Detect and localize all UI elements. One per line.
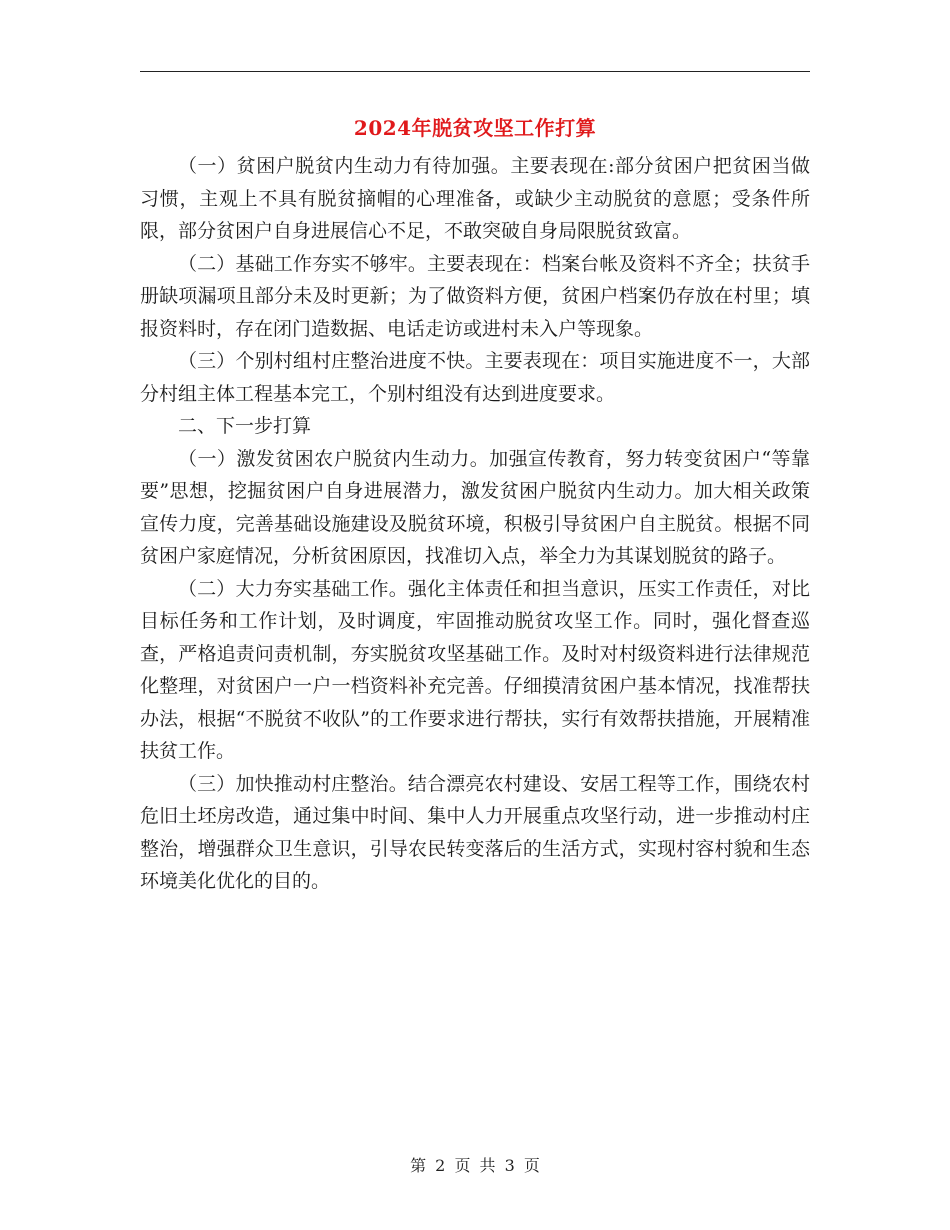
paragraph-plan-1: （一）激发贫困农户脱贫内生动力。加强宣传教育，努力转变贫困户“等靠要”思想，挖掘贫困户自身进展潜力，激发贫困户脱贫内生动力。加大相关政策宣传力度，完善基础设施建设及脱贫环境，积极引导贫困户自主脱贫。根据不同贫困户家庭情况，分析贫困原因，找准切入点，举全力为其谋划脱贫的路子。 [140,447,810,567]
paragraph-issue-2: （二）基础工作夯实不够牢。主要表现在：档案台帐及资料不齐全；扶贫手册缺项漏项且部分未及时更新；为了做资料方便，贫困户档案仍存放在村里；填报资料时，存在闭门造数据、电话走访或进村未入户等现象。 [140,252,810,340]
paragraph-plan-2: （二）大力夯实基础工作。强化主体责任和担当意识，压实工作责任，对比目标任务和工作计划，及时调度，牢固推动脱贫攻坚工作。同时，强化督查巡查，严格追责问责机制，夯实脱贫攻坚基础工作。及时对村级资料进行法律规范化整理，对贫困户一户一档资料补充完善。仔细摸清贫困户基本情况，找准帮扶办法，根据“不脱贫不收队”的工作要求进行帮扶，实行有效帮扶措施，开展精准扶贫工作。 [140,577,810,762]
paragraph-issue-3: （三）个别村组村庄整治进度不快。主要表现在：项目实施进度不一，大部分村组主体工程基本完工，个别村组没有达到进度要求。 [140,350,810,405]
section-heading-next-steps: 二、下一步打算 [178,415,312,437]
page-number-footer: 第 2 页 共 3 页 [410,1156,540,1175]
paragraph-plan-3: （三）加快推动村庄整治。结合漂亮农村建设、安居工程等工作，围绕农村危旧土坯房改造，通过集中时间、集中人力开展重点攻坚行动，进一步推动村庄整治，增强群众卫生意识，引导农民转变落后的生活方式，实现村容村貌和生态环境美化优化的目的。 [140,772,810,892]
header-rule [140,71,810,72]
document-body [140,150,810,898]
document-title: 2024年脱贫攻坚工作打算 [353,116,597,140]
paragraph-issue-1: （一）贫困户脱贫内生动力有待加强。主要表现在:部分贫困户把贫困当做习惯，主观上不具有脱贫摘帽的心理准备，或缺少主动脱贫的意愿；受条件所限，部分贫困户自身进展信心不足，不敢突破自身局限脱贫致富。 [140,155,810,242]
